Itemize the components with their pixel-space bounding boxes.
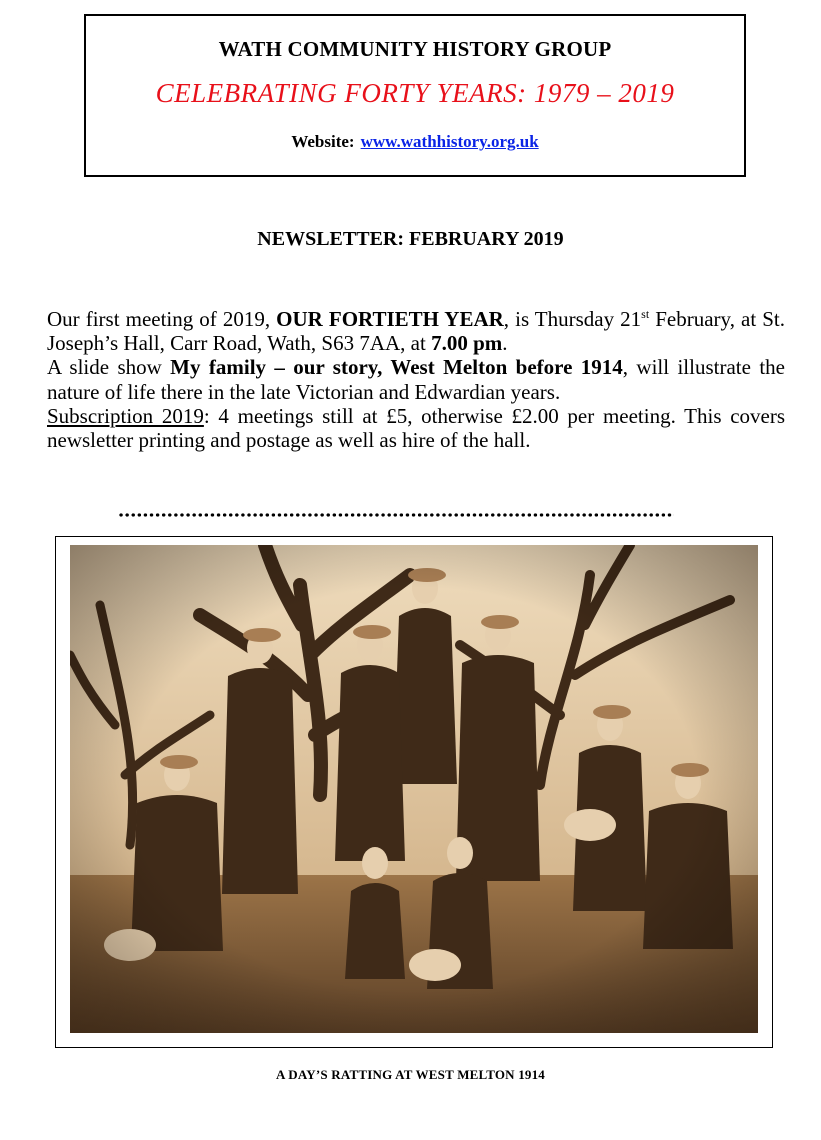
ordinal-suffix: st: [641, 307, 650, 321]
text-span: February, at St. Joseph’s Hall, Carr Road, Wath, S63 7AA, at: [47, 307, 785, 356]
text-span: Our first meeting of 2019,: [47, 307, 277, 331]
slide-show-title: My family – our story, West Melton before 1914: [170, 355, 623, 380]
celebrating-banner: CELEBRATING FORTY YEARS: 1979 – 2019: [155, 78, 675, 108]
meeting-announcement: [47, 307, 785, 452]
text-span: A slide show: [47, 355, 171, 380]
website-line: [86, 132, 744, 152]
photo-vignette: [70, 545, 758, 1033]
header-box: [84, 14, 746, 177]
website-label: Website:: [291, 132, 355, 151]
fortieth-year-emphasis: OUR FORTIETH YEAR: [276, 307, 504, 331]
text-span: , will illustrate the nature of life there in the late Victorian and Edwardian years.: [47, 355, 785, 404]
subscription-paragraph: [47, 404, 785, 452]
meeting-paragraph: [47, 307, 785, 355]
text-span: , is Thursday 21: [503, 307, 642, 331]
slide-show-paragraph: [47, 355, 785, 403]
sepia-group-photograph: [70, 545, 758, 1033]
photograph-illustration: [70, 545, 758, 1033]
subscription-heading: Subscription 2019: [47, 403, 204, 428]
meeting-time: 7.00 pm: [431, 331, 503, 356]
organization-name: WATH COMMUNITY HISTORY GROUP: [218, 37, 612, 61]
text-span: .: [502, 331, 508, 356]
website-link[interactable]: www.wathhistory.org.uk: [360, 132, 539, 151]
text-span: : 4 meetings still at £5, otherwise £2.00 per meeting. This covers newsletter printing and postage as well as hire of the hall.: [47, 403, 785, 453]
newsletter-title: NEWSLETTER: FEBRUARY 2019: [257, 228, 564, 250]
dotted-separator: [118, 512, 674, 518]
photo-frame: [55, 536, 773, 1048]
photo-caption: A DAY’S RATTING AT WEST MELTON 1914: [275, 1067, 545, 1082]
